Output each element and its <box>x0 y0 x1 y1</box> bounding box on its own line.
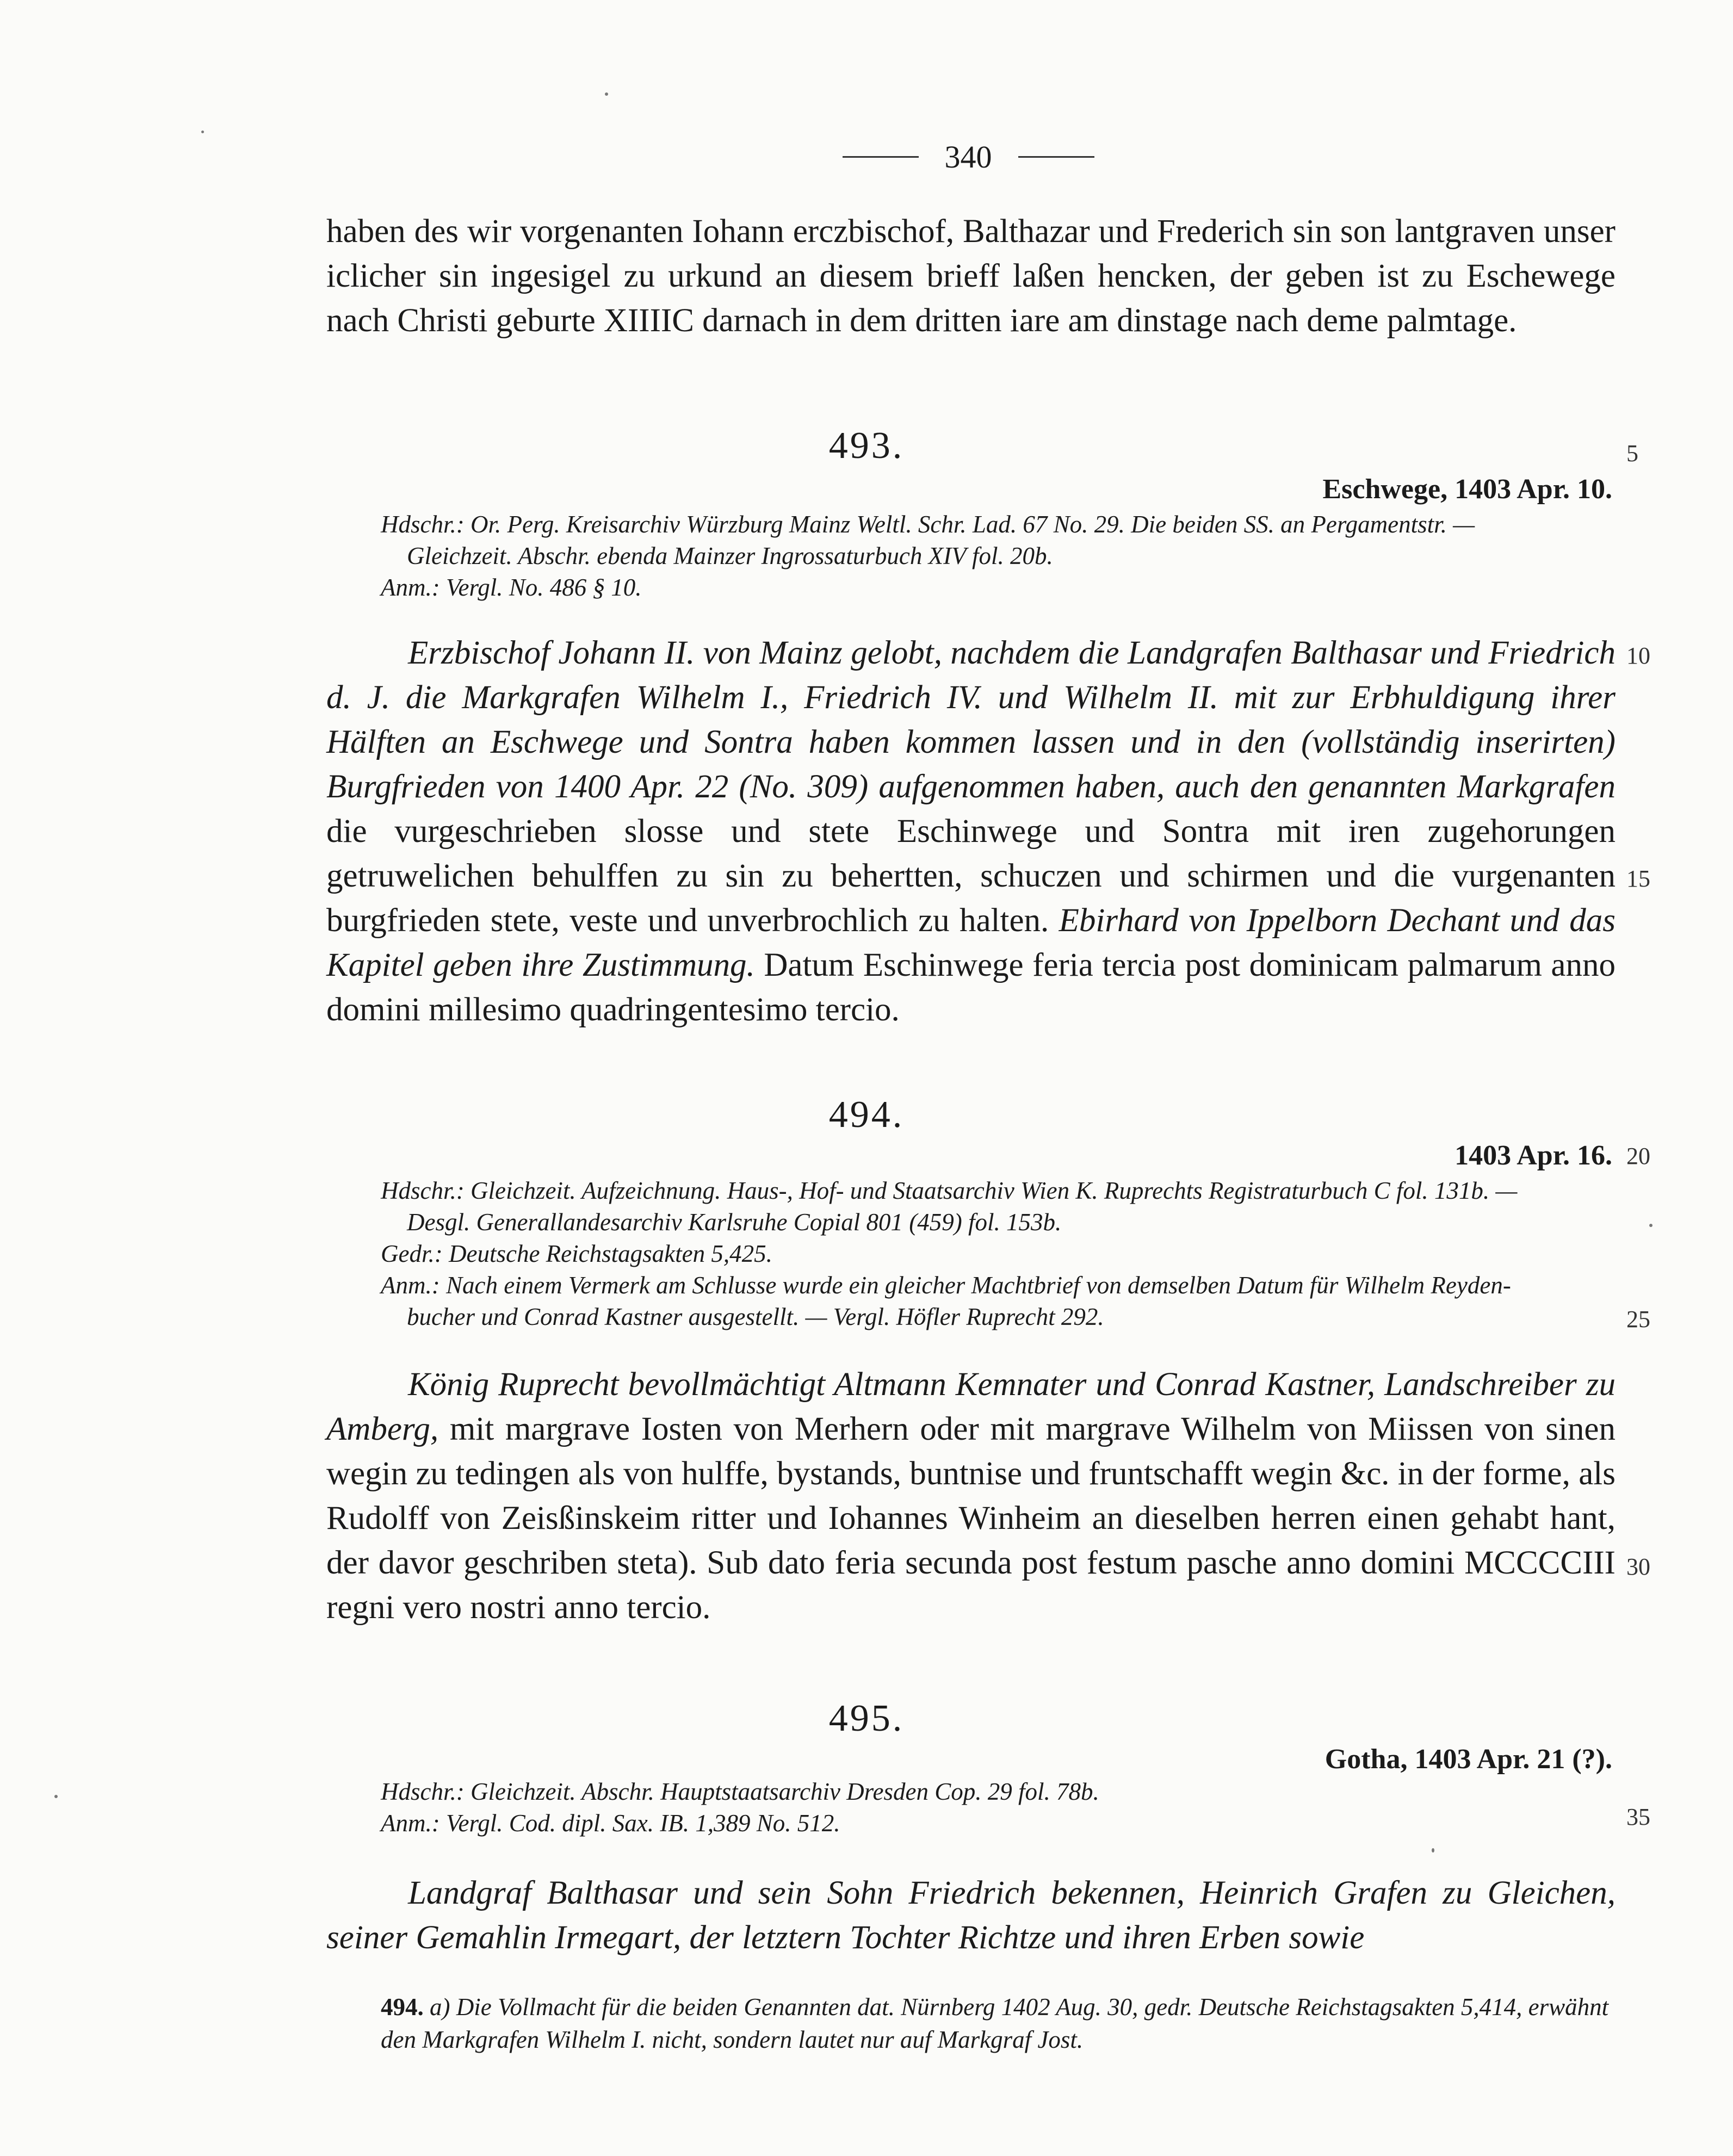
note-line: Gleichzeit. Abschr. ebenda Mainzer Ingrossaturbuch XIV fol. 20b. <box>407 542 1053 569</box>
note-line: Anm.: Vergl. No. 486 § 10. <box>381 574 642 601</box>
note-line: bucher und Conrad Kastner ausgestellt. — Vergl. Höfler Ruprecht 292. <box>407 1303 1104 1330</box>
scan-speck <box>605 92 608 96</box>
line-number: 30 <box>1626 1553 1650 1580</box>
note-line: Desgl. Generallandesarchiv Karlsruhe Copial 801 (459) fol. 153b. <box>407 1209 1062 1236</box>
header-dash-left <box>843 156 919 158</box>
scan-speck <box>1432 1848 1434 1853</box>
quoted-text: mit margrave Iosten von Merhern oder mit margrave Wilhelm von Miissen von sinen wegin zu tedingen als von hulffe, bystands, buntnise und fruntschafft wegin &c. in der forme, als Rudolff von Zeisßinskeim ritter und Iohannes Winheim an dieselben herren einen gehabt hant, der davor geschriben steta). Sub dato feria secunda post festum pasche anno domini MCCCCIII regni vero nostri anno tercio. <box>326 1411 1616 1626</box>
line-number: 35 <box>1626 1804 1650 1830</box>
note-line: Anm.: Vergl. Cod. dipl. Sax. IB. 1,389 No. 512. <box>381 1810 840 1837</box>
quoted-text: die vurgeschrieben slosse und stete Eschinwege und Sontra mit iren zugehorungen getruwelichen behulffen zu sin zu behertten, schuczen und schirmen und die vurgenanten burgfrieden stete, veste und unverbrochlich zu halten. <box>326 813 1616 939</box>
regest-italic: Erzbischof Johann II. von Mainz gelobt, nachdem die Landgrafen Balthasar und Friedrich d. J. die Markgrafen Wilhelm I., Friedrich IV. und Wilhelm II. mit zur Erbhuldigung ihrer Hälften an Eschwege und Sontra haben kommen lassen und in den (vollständig inserirten) Burgfrieden von 1400 Apr. 22 (No. 309) aufgenommen haben, auch den genannten Markgrafen <box>326 635 1616 805</box>
line-number: 15 <box>1626 865 1650 892</box>
line-number: 10 <box>1626 642 1650 669</box>
footnote-text: a) Die Vollmacht für die beiden Genannten dat. Nürnberg 1402 Aug. 30, gedr. Deutsche Reichstagsakten 5,414, erwähnt den Markgrafen Wilhelm I. nicht, sondern lautet nur auf Markgraf Jost. <box>381 1993 1609 2053</box>
entry-number-493: 493. <box>828 425 905 467</box>
entry-text-494 <box>326 1362 1616 1630</box>
regest-italic: Ebirhard von Ippelborn Dechant und das Kapitel geben ihre Zustimmung. <box>326 902 1616 983</box>
note-line: Anm.: Nach einem Vermerk am Schlusse wurde ein gleicher Machtbrief von demselben Datum für Wilhelm Reyden- <box>381 1272 1511 1299</box>
note-line: Hdschr.: Gleichzeit. Aufzeichnung. Haus-, Hof- und Staatsarchiv Wien K. Ruprechts Registraturbuch C fol. 131b. — <box>381 1177 1518 1204</box>
header-dash-right <box>1018 156 1094 158</box>
entry-number-494: 494. <box>828 1094 905 1136</box>
entry-place-date-495: Gotha, 1403 Apr. 21 (?). <box>1324 1744 1612 1775</box>
entry-text-493 <box>326 631 1616 1032</box>
quoted-text: Datum Eschinwege feria tercia post dominicam palmarum anno domini millesimo quadringentesimo tercio. <box>326 947 1616 1028</box>
page-number: 340 <box>944 139 992 175</box>
footnote-ref: 494. <box>381 1993 424 2021</box>
page-header <box>816 139 1121 175</box>
entry-text-495 <box>326 1871 1616 1960</box>
footnote <box>381 1991 1616 2056</box>
scan-speck <box>201 131 204 133</box>
continuation-paragraph: haben des wir vorgenanten Iohann erczbischof, Balthazar und Frederich sin son lantgraven unser iclicher sin ingesigel zu urkund an diesem brieff laßen hencken, der geben ist zu Eschewege nach Christi geburte XIIIIC darnach in dem dritten iare am dinstage nach deme palmtage. <box>326 213 1616 339</box>
entry-number-495: 495. <box>828 1697 905 1739</box>
scan-speck <box>54 1795 58 1798</box>
entry-place-date-494: 1403 Apr. 16. <box>1455 1140 1612 1171</box>
note-line: Hdschr.: Gleichzeit. Abschr. Hauptstaatsarchiv Dresden Cop. 29 fol. 78b. <box>381 1778 1099 1805</box>
line-number: 20 <box>1626 1143 1650 1169</box>
entry-notes-494 <box>381 1175 1616 1333</box>
line-number: 5 <box>1626 440 1638 467</box>
scan-speck <box>1649 1224 1652 1227</box>
regest-italic: Landgraf Balthasar und sein Sohn Friedrich bekennen, Heinrich Grafen zu Gleichen, seiner Gemahlin Irmegart, der letztern Tochter Richtze und ihren Erben sowie <box>326 1875 1616 1956</box>
entry-notes-493 <box>381 509 1616 603</box>
regest-italic: König Ruprecht bevollmächtigt Altmann Kemnater und Conrad Kastner, Landschreiber zu Amberg, <box>326 1366 1616 1447</box>
note-line: Hdschr.: Or. Perg. Kreisarchiv Würzburg Mainz Weltl. Schr. Lad. 67 No. 29. Die beiden SS. an Pergamentstr. — <box>381 511 1475 538</box>
line-number: 25 <box>1626 1306 1650 1333</box>
note-line: Gedr.: Deutsche Reichstagsakten 5,425. <box>381 1240 772 1267</box>
entry-place-date-493: Eschwege, 1403 Apr. 10. <box>1322 474 1612 505</box>
entry-notes-495 <box>381 1776 1616 1839</box>
